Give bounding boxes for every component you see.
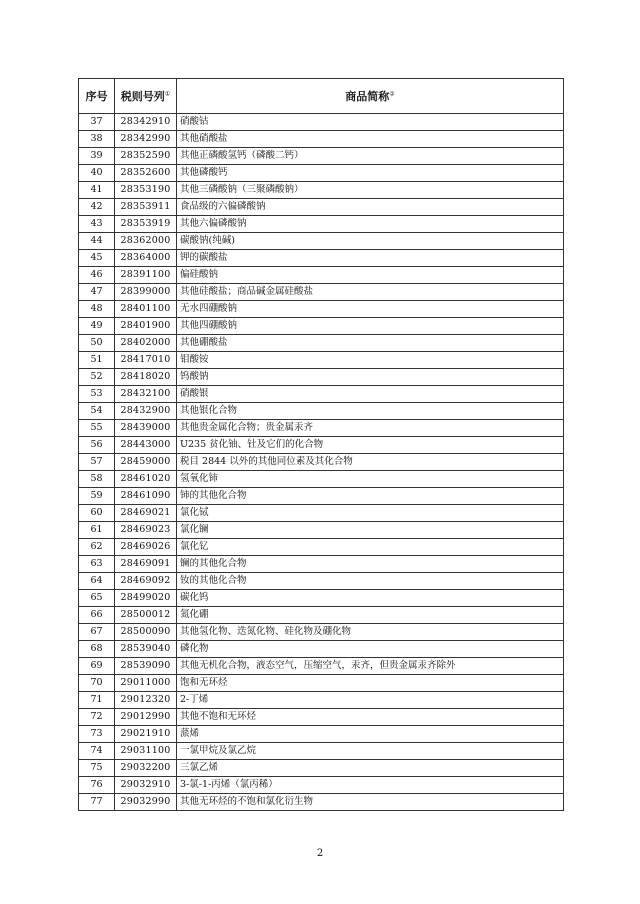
row-code: 28469091 <box>115 556 177 573</box>
row-code: 28391100 <box>115 267 177 284</box>
row-code: 28539090 <box>115 658 177 675</box>
row-code: 28469023 <box>115 522 177 539</box>
table-row <box>79 471 564 488</box>
row-code: 28362000 <box>115 233 177 250</box>
table-row <box>79 556 564 573</box>
table-row <box>79 131 564 148</box>
row-index: 76 <box>79 777 115 794</box>
row-code: 28353911 <box>115 199 177 216</box>
row-index: 77 <box>79 794 115 811</box>
table-row <box>79 726 564 743</box>
table-row <box>79 607 564 624</box>
row-name: 其他无环烃的不饱和氯化衍生物 <box>177 794 564 811</box>
row-name: 碳化钨 <box>177 590 564 607</box>
row-index: 63 <box>79 556 115 573</box>
table-row <box>79 743 564 760</box>
table-row <box>79 794 564 811</box>
row-name: 其他硅酸盐；商品碱金属硅酸盐 <box>177 284 564 301</box>
row-index: 52 <box>79 369 115 386</box>
row-code: 28353919 <box>115 216 177 233</box>
row-name: 其他银化合物 <box>177 403 564 420</box>
table-row <box>79 352 564 369</box>
row-code: 28432900 <box>115 403 177 420</box>
row-name: 硝酸银 <box>177 386 564 403</box>
row-name: 氮化硼 <box>177 607 564 624</box>
row-code: 29032990 <box>115 794 177 811</box>
row-name: U235 贫化铀、钍及它们的化合物 <box>177 437 564 454</box>
row-name: 其他四硼酸钠 <box>177 318 564 335</box>
row-name: 镧的其他化合物 <box>177 556 564 573</box>
row-index: 58 <box>79 471 115 488</box>
row-code: 28364000 <box>115 250 177 267</box>
row-name: 偏硅酸钠 <box>177 267 564 284</box>
row-name: 2-丁烯 <box>177 692 564 709</box>
table-row <box>79 301 564 318</box>
table-row <box>79 760 564 777</box>
row-index: 55 <box>79 420 115 437</box>
table-row <box>79 335 564 352</box>
row-name: 钼酸铵 <box>177 352 564 369</box>
row-name: 无水四硼酸钠 <box>177 301 564 318</box>
row-code: 28461090 <box>115 488 177 505</box>
row-index: 75 <box>79 760 115 777</box>
table-row <box>79 199 564 216</box>
row-code: 28469021 <box>115 505 177 522</box>
table-row <box>79 692 564 709</box>
table-row <box>79 114 564 131</box>
row-name: 碳酸钠(纯碱) <box>177 233 564 250</box>
row-index: 40 <box>79 165 115 182</box>
table-row <box>79 216 564 233</box>
row-name: 磷化物 <box>177 641 564 658</box>
row-index: 71 <box>79 692 115 709</box>
row-code: 28439000 <box>115 420 177 437</box>
row-code: 29012990 <box>115 709 177 726</box>
row-code: 29011000 <box>115 675 177 692</box>
tariff-table <box>78 78 564 811</box>
table-row <box>79 386 564 403</box>
row-name: 3-氯-1-丙烯（氯丙稀） <box>177 777 564 794</box>
row-index: 74 <box>79 743 115 760</box>
table-header-row <box>79 79 564 114</box>
table-row <box>79 488 564 505</box>
table-row <box>79 182 564 199</box>
row-name: 其他硝酸盐 <box>177 131 564 148</box>
row-index: 72 <box>79 709 115 726</box>
table-row <box>79 233 564 250</box>
table-row <box>79 148 564 165</box>
row-code: 28418020 <box>115 369 177 386</box>
table-row <box>79 267 564 284</box>
table-row <box>79 165 564 182</box>
row-name: 税目 2844 以外的其他同位素及其化合物 <box>177 454 564 471</box>
row-code: 28461020 <box>115 471 177 488</box>
row-code: 28469026 <box>115 539 177 556</box>
header-index: 序号 <box>79 79 115 114</box>
row-index: 66 <box>79 607 115 624</box>
row-code: 28342990 <box>115 131 177 148</box>
row-name: 三氯乙烯 <box>177 760 564 777</box>
row-name: 其他六偏磷酸钠 <box>177 216 564 233</box>
row-code: 29031100 <box>115 743 177 760</box>
table-row <box>79 709 564 726</box>
row-index: 67 <box>79 624 115 641</box>
row-index: 54 <box>79 403 115 420</box>
row-name: 其他氢化物、迭氮化物、硅化物及硼化物 <box>177 624 564 641</box>
tariff-table-container <box>78 78 563 811</box>
row-name: 其他正磷酸氢钙（磷酸二钙） <box>177 148 564 165</box>
table-row <box>79 624 564 641</box>
row-name: 蒎烯 <box>177 726 564 743</box>
row-code: 29021910 <box>115 726 177 743</box>
row-index: 37 <box>79 114 115 131</box>
row-code: 28499020 <box>115 590 177 607</box>
row-code: 28469092 <box>115 573 177 590</box>
table-row <box>79 318 564 335</box>
table-body <box>79 114 564 811</box>
table-row <box>79 641 564 658</box>
row-code: 28401900 <box>115 318 177 335</box>
row-name: 铈的其他化合物 <box>177 488 564 505</box>
row-name: 钨酸钠 <box>177 369 564 386</box>
header-code-note: ① <box>164 90 171 98</box>
table-row <box>79 539 564 556</box>
row-code: 28500090 <box>115 624 177 641</box>
row-code: 29032200 <box>115 760 177 777</box>
row-index: 73 <box>79 726 115 743</box>
row-index: 47 <box>79 284 115 301</box>
row-name: 食品级的六偏磷酸钠 <box>177 199 564 216</box>
row-code: 28353190 <box>115 182 177 199</box>
row-code: 28417010 <box>115 352 177 369</box>
header-name-note: ② <box>389 90 395 98</box>
row-index: 49 <box>79 318 115 335</box>
row-name: 其他不饱和无环烃 <box>177 709 564 726</box>
table-row <box>79 658 564 675</box>
row-index: 42 <box>79 199 115 216</box>
row-code: 29032910 <box>115 777 177 794</box>
row-index: 59 <box>79 488 115 505</box>
row-name: 一氯甲烷及氯乙烷 <box>177 743 564 760</box>
row-index: 62 <box>79 539 115 556</box>
table-row <box>79 573 564 590</box>
row-code: 28539040 <box>115 641 177 658</box>
row-name: 钕的其他化合物 <box>177 573 564 590</box>
table-row <box>79 403 564 420</box>
page-number: 2 <box>316 848 324 859</box>
row-index: 44 <box>79 233 115 250</box>
row-name: 氯化镧 <box>177 522 564 539</box>
row-name: 其他硼酸盐 <box>177 335 564 352</box>
row-name: 氢氧化铈 <box>177 471 564 488</box>
header-name: 商品简称② <box>177 79 564 114</box>
row-code: 29012320 <box>115 692 177 709</box>
row-code: 28402000 <box>115 335 177 352</box>
row-index: 69 <box>79 658 115 675</box>
row-code: 28352590 <box>115 148 177 165</box>
row-index: 56 <box>79 437 115 454</box>
table-row <box>79 590 564 607</box>
row-index: 57 <box>79 454 115 471</box>
row-index: 50 <box>79 335 115 352</box>
row-index: 48 <box>79 301 115 318</box>
table-row <box>79 454 564 471</box>
row-index: 61 <box>79 522 115 539</box>
table-row <box>79 777 564 794</box>
row-index: 64 <box>79 573 115 590</box>
row-code: 28399000 <box>115 284 177 301</box>
row-name: 其他三磷酸钠（三聚磷酸钠） <box>177 182 564 199</box>
row-code: 28352600 <box>115 165 177 182</box>
table-row <box>79 437 564 454</box>
row-code: 28459000 <box>115 454 177 471</box>
row-code: 28342910 <box>115 114 177 131</box>
row-index: 38 <box>79 131 115 148</box>
row-index: 70 <box>79 675 115 692</box>
row-name: 钾的碳酸盐 <box>177 250 564 267</box>
table-row <box>79 420 564 437</box>
table-row <box>79 522 564 539</box>
row-code: 28401100 <box>115 301 177 318</box>
table-row <box>79 250 564 267</box>
row-index: 39 <box>79 148 115 165</box>
row-index: 41 <box>79 182 115 199</box>
row-name: 其他贵金属化合物；贵金属汞齐 <box>177 420 564 437</box>
row-index: 43 <box>79 216 115 233</box>
row-index: 51 <box>79 352 115 369</box>
row-code: 28443000 <box>115 437 177 454</box>
row-name: 硝酸钴 <box>177 114 564 131</box>
row-index: 46 <box>79 267 115 284</box>
table-row <box>79 284 564 301</box>
row-name: 氯化钇 <box>177 539 564 556</box>
row-index: 45 <box>79 250 115 267</box>
row-index: 65 <box>79 590 115 607</box>
row-name: 氯化铽 <box>177 505 564 522</box>
table-row <box>79 369 564 386</box>
row-index: 53 <box>79 386 115 403</box>
row-index: 68 <box>79 641 115 658</box>
table-row <box>79 675 564 692</box>
row-code: 28432100 <box>115 386 177 403</box>
row-name: 饱和无环烃 <box>177 675 564 692</box>
header-code: 税则号列① <box>115 79 177 114</box>
row-name: 其他磷酸钙 <box>177 165 564 182</box>
row-name: 其他无机化合物，液态空气，压缩空气，汞齐，但贵金属汞齐除外 <box>177 658 564 675</box>
row-index: 60 <box>79 505 115 522</box>
row-code: 28500012 <box>115 607 177 624</box>
table-row <box>79 505 564 522</box>
